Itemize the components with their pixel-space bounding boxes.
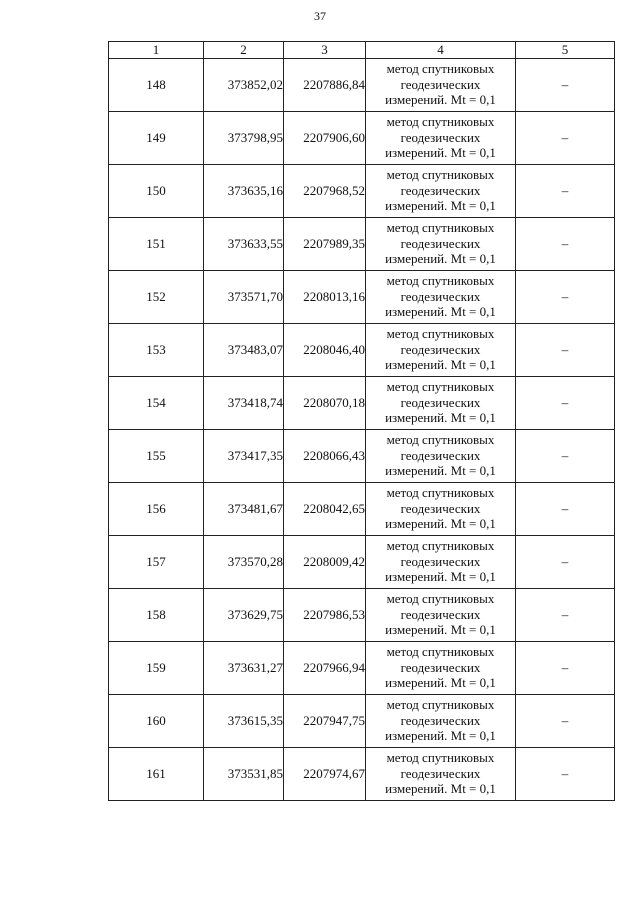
method-text-line: измерений. Mt = 0,1 [385, 304, 496, 320]
method-cell [366, 217, 516, 270]
x-coordinate-cell: 373571,70 [204, 270, 284, 323]
table-row [109, 694, 615, 747]
method-text-line: геодезических [400, 182, 481, 198]
table-body [109, 58, 615, 800]
method-text-line: измерений. Mt = 0,1 [385, 516, 496, 532]
method-text-line: геодезических [400, 76, 481, 92]
method-cell [366, 111, 516, 164]
note-cell: – [516, 535, 615, 588]
method-text-line: измерений. Mt = 0,1 [385, 145, 496, 161]
method-text-line: измерений. Mt = 0,1 [385, 781, 496, 797]
method-text-line: измерений. Mt = 0,1 [385, 357, 496, 373]
x-coordinate-cell: 373631,27 [204, 641, 284, 694]
table-row [109, 429, 615, 482]
header-row [109, 42, 615, 59]
point-number-cell: 161 [109, 747, 204, 800]
x-coordinate-cell: 373483,07 [204, 323, 284, 376]
table-row [109, 482, 615, 535]
method-text-line: метод спутниковых [386, 591, 495, 607]
point-number-cell: 151 [109, 217, 204, 270]
method-cell [366, 376, 516, 429]
method-text-line: геодезических [400, 288, 481, 304]
point-number-cell: 148 [109, 58, 204, 111]
table-row [109, 588, 615, 641]
y-coordinate-cell: 2207986,53 [284, 588, 366, 641]
note-cell: – [516, 164, 615, 217]
method-cell [366, 588, 516, 641]
method-text-line: метод спутниковых [386, 750, 495, 766]
method-text-line: геодезических [400, 447, 481, 463]
y-coordinate-cell: 2208070,18 [284, 376, 366, 429]
table-row [109, 58, 615, 111]
point-number-cell: 153 [109, 323, 204, 376]
x-coordinate-cell: 373633,55 [204, 217, 284, 270]
coordinates-table [108, 41, 615, 801]
y-coordinate-cell: 2208009,42 [284, 535, 366, 588]
note-cell: – [516, 323, 615, 376]
note-cell: – [516, 58, 615, 111]
method-text-line: измерений. Mt = 0,1 [385, 569, 496, 585]
y-coordinate-cell: 2208013,16 [284, 270, 366, 323]
column-header-3: 3 [284, 42, 366, 59]
point-number-cell: 158 [109, 588, 204, 641]
table-header [109, 42, 615, 59]
method-text-line: метод спутниковых [386, 273, 495, 289]
x-coordinate-cell: 373629,75 [204, 588, 284, 641]
method-text-line: измерений. Mt = 0,1 [385, 410, 496, 426]
note-cell: – [516, 111, 615, 164]
x-coordinate-cell: 373615,35 [204, 694, 284, 747]
table-row [109, 217, 615, 270]
note-cell: – [516, 482, 615, 535]
method-cell [366, 641, 516, 694]
method-text-line: измерений. Mt = 0,1 [385, 463, 496, 479]
note-cell: – [516, 429, 615, 482]
method-cell [366, 482, 516, 535]
y-coordinate-cell: 2208042,65 [284, 482, 366, 535]
x-coordinate-cell: 373531,85 [204, 747, 284, 800]
note-cell: – [516, 376, 615, 429]
note-cell: – [516, 270, 615, 323]
point-number-cell: 159 [109, 641, 204, 694]
column-header-5: 5 [516, 42, 615, 59]
method-text-line: метод спутниковых [386, 697, 495, 713]
y-coordinate-cell: 2207974,67 [284, 747, 366, 800]
point-number-cell: 157 [109, 535, 204, 588]
x-coordinate-cell: 373418,74 [204, 376, 284, 429]
method-text-line: метод спутниковых [386, 644, 495, 660]
column-header-2: 2 [204, 42, 284, 59]
table-row [109, 323, 615, 376]
method-text-line: геодезических [400, 235, 481, 251]
method-text-line: измерений. Mt = 0,1 [385, 251, 496, 267]
table-row [109, 111, 615, 164]
method-text-line: измерений. Mt = 0,1 [385, 622, 496, 638]
point-number-cell: 150 [109, 164, 204, 217]
method-text-line: геодезических [400, 606, 481, 622]
method-text-line: геодезических [400, 712, 481, 728]
point-number-cell: 156 [109, 482, 204, 535]
x-coordinate-cell: 373798,95 [204, 111, 284, 164]
method-text-line: измерений. Mt = 0,1 [385, 198, 496, 214]
method-text-line: метод спутниковых [386, 538, 495, 554]
x-coordinate-cell: 373481,67 [204, 482, 284, 535]
x-coordinate-cell: 373417,35 [204, 429, 284, 482]
method-text-line: измерений. Mt = 0,1 [385, 675, 496, 691]
y-coordinate-cell: 2207989,35 [284, 217, 366, 270]
x-coordinate-cell: 373635,16 [204, 164, 284, 217]
y-coordinate-cell: 2207947,75 [284, 694, 366, 747]
method-text-line: измерений. Mt = 0,1 [385, 92, 496, 108]
method-text-line: геодезических [400, 659, 481, 675]
note-cell: – [516, 747, 615, 800]
table-row [109, 535, 615, 588]
note-cell: – [516, 588, 615, 641]
note-cell: – [516, 641, 615, 694]
column-header-4: 4 [366, 42, 516, 59]
method-text-line: метод спутниковых [386, 220, 495, 236]
method-cell [366, 323, 516, 376]
method-cell [366, 429, 516, 482]
method-cell [366, 270, 516, 323]
y-coordinate-cell: 2207966,94 [284, 641, 366, 694]
method-cell [366, 694, 516, 747]
y-coordinate-cell: 2208046,40 [284, 323, 366, 376]
method-text-line: геодезических [400, 341, 481, 357]
y-coordinate-cell: 2208066,43 [284, 429, 366, 482]
table-row [109, 376, 615, 429]
method-cell [366, 747, 516, 800]
method-text-line: метод спутниковых [386, 61, 495, 77]
y-coordinate-cell: 2207886,84 [284, 58, 366, 111]
table-row [109, 270, 615, 323]
y-coordinate-cell: 2207968,52 [284, 164, 366, 217]
method-text-line: геодезических [400, 129, 481, 145]
method-text-line: геодезических [400, 765, 481, 781]
y-coordinate-cell: 2207906,60 [284, 111, 366, 164]
method-text-line: метод спутниковых [386, 379, 495, 395]
note-cell: – [516, 217, 615, 270]
x-coordinate-cell: 373570,28 [204, 535, 284, 588]
method-text-line: геодезических [400, 553, 481, 569]
point-number-cell: 149 [109, 111, 204, 164]
method-text-line: метод спутниковых [386, 432, 495, 448]
x-coordinate-cell: 373852,02 [204, 58, 284, 111]
method-text-line: метод спутниковых [386, 485, 495, 501]
method-cell [366, 535, 516, 588]
point-number-cell: 160 [109, 694, 204, 747]
table-row [109, 164, 615, 217]
method-text-line: метод спутниковых [386, 114, 495, 130]
method-cell [366, 164, 516, 217]
column-header-1: 1 [109, 42, 204, 59]
point-number-cell: 152 [109, 270, 204, 323]
method-text-line: метод спутниковых [386, 167, 495, 183]
page-number: 37 [314, 9, 326, 23]
method-text-line: измерений. Mt = 0,1 [385, 728, 496, 744]
note-cell: – [516, 694, 615, 747]
point-number-cell: 154 [109, 376, 204, 429]
point-number-cell: 155 [109, 429, 204, 482]
method-text-line: метод спутниковых [386, 326, 495, 342]
method-cell [366, 58, 516, 111]
table-row [109, 641, 615, 694]
method-text-line: геодезических [400, 500, 481, 516]
table-row [109, 747, 615, 800]
method-text-line: геодезических [400, 394, 481, 410]
